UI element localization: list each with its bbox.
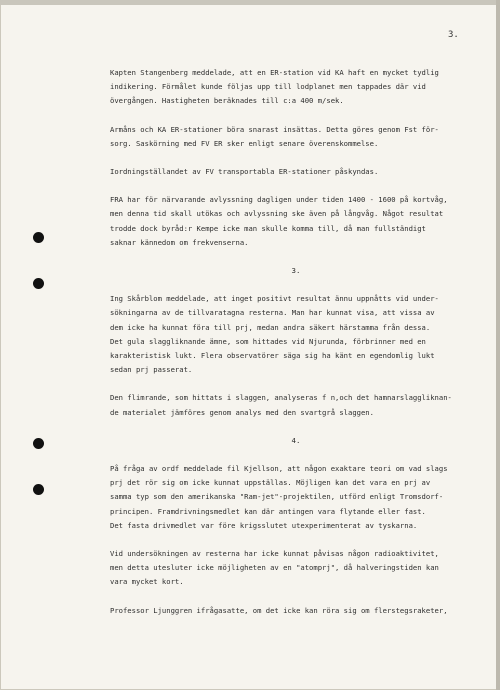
paragraph-fra: FRA har för närvarande avlyssning dagligen under tiden 1400 - 1600 på kortvåg, men denna tid skall utökas och avlyssning ske även på långvåg. Något resultat trodde dock byråd:r Kempe icke man skulle komma till, då man fullständigt saknar kännedom om frekvenserna. — [110, 195, 448, 247]
page-edge-right — [496, 0, 500, 690]
paragraph-er-stations: Armåns och KA ER-stationer böra snarast insättas. Detta göres genom Fst för- sorg. Saskörning med FV ER sker enligt senare överenskommelse. — [110, 124, 439, 148]
section-number-3: 3. — [291, 266, 301, 276]
punch-hole-icon — [33, 232, 44, 243]
paragraph-radioactivity: Vid undersökningen av resterna har icke kunnat påvisas någon radioaktivitet, men detta utesluter icke möjligheten av en "atomprj", då halveringstiden kan vara mycket kort. — [110, 549, 439, 587]
page-edge-top — [0, 0, 500, 5]
punch-hole-icon — [33, 278, 44, 289]
paragraph-kjellson: På fråga av ordf meddelade fil Kjellson, att någon exaktare teori om vad slags prj det rör sig om icke kunnat uppställas. Möjligen kan det vara en prj av samma typ som den amerikanska "Ram-jet"-projektilen, utförd enligt Tromsdorf- principen. Framdrivningsmedlet kan där antingen vara flytande eller fast. Det fasta drivmedlet var före krigsslutet utexperimenterat av tyskarna. — [110, 464, 448, 530]
punch-hole-icon — [33, 484, 44, 495]
paragraph-ljunggren: Professor Ljunggren ifrågasatte, om det icke kan röra sig om flerstegsraketer, — [110, 605, 448, 615]
paragraph-transportable: Iordningställandet av FV transportabla ER-stationer påskyndas. — [110, 167, 379, 177]
punch-hole-icon — [33, 438, 44, 449]
document-body — [110, 66, 482, 618]
paragraph-flimrande: Den flimrande, som hittats i slaggen, analyseras f n,och det hamnarslaggliknan- de materialet jämföres genom analys med den svartgrå slaggen. — [110, 393, 452, 417]
page-number: 3. — [448, 30, 459, 40]
paragraph-stangenberg: Kapten Stangenberg meddelade, att en ER-station vid KA haft en mycket tydlig indikering. Förmålet kunde följas upp till lodplanet men tappades där vid övergången. Hastigheten beräknades till c:a 400 m/sek. — [110, 68, 439, 106]
section-number-4: 4. — [291, 435, 301, 445]
paragraph-skarblom: Ing Skårblom meddelade, att inget positivt resultat ännu uppnåtts vid under- sökningarna av de tillvaratagna resterna. Man har kunnat visa, att vissa av dem icke ha kunnat föra till prj, medan andra säkert härstamma från dessa. Det gula slaggliknande ämne, som hittades vid Njurunda, förbrinner med en karakteristisk lukt. Flera observatörer säga sig ha känt en egendomlig lukt sedan prj passerat. — [110, 294, 439, 375]
